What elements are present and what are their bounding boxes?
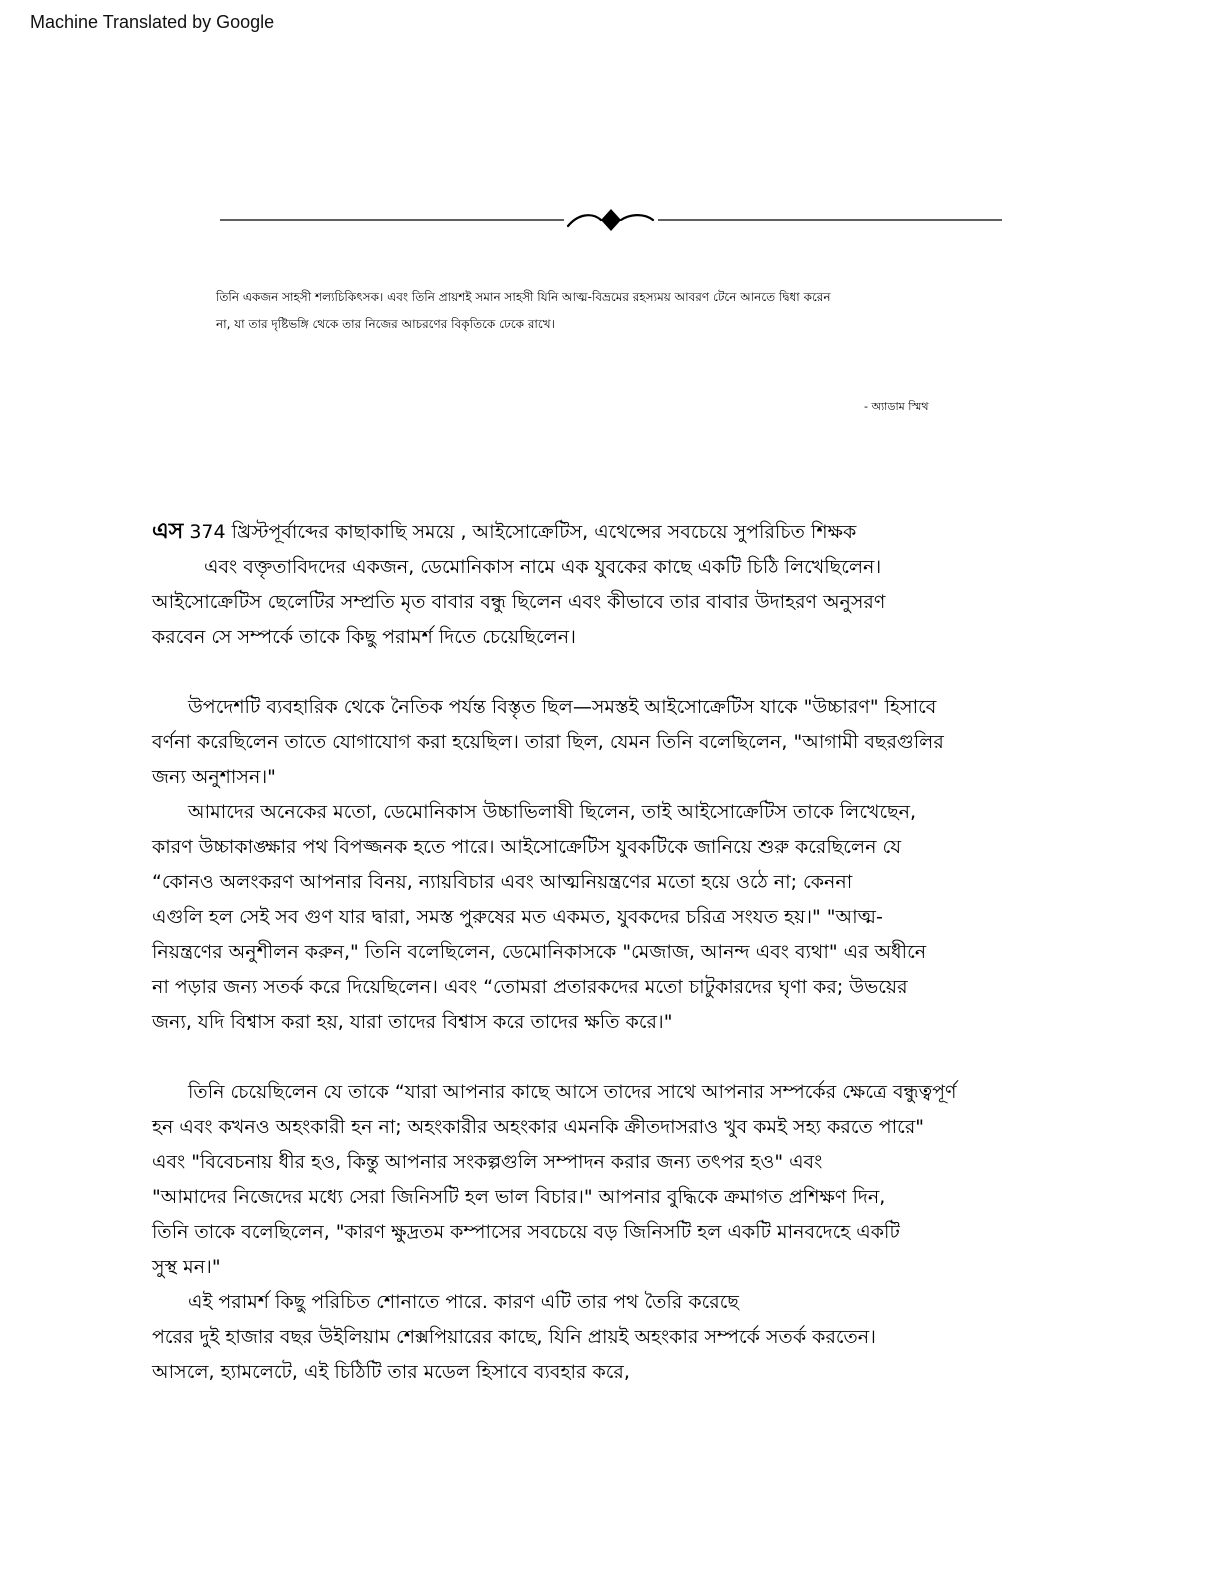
paragraph-line: করবেন সে সম্পর্কে তাকে কিছু পরামর্শ দিতে চেয়েছিলেন। <box>152 626 576 648</box>
paragraph-line: এবং বক্তৃতাবিদদের একজন, ডেমোনিকাস নামে এক যুবকের কাছে একটি চিঠি লিখেছিলেন। <box>204 556 882 578</box>
machine-translation-note: Machine Translated by Google <box>30 12 275 32</box>
paragraph-line: আসলে, হ্যামলেটে, এই চিঠিটি তার মডেল হিসাবে ব্যবহার করে, <box>152 1361 630 1383</box>
paragraph-line: এই পরামর্শ কিছু পরিচিত শোনাতে পারে. কারণ এটি তার পথ তৈরি করেছে <box>188 1291 739 1313</box>
paragraph-line <box>152 514 1052 550</box>
paragraph-line: আমাদের অনেকের মতো, ডেমোনিকাস উচ্চাভিলাষী ছিলেন, তাই আইসোক্রেটিস তাকে লিখেছেন, <box>188 801 916 823</box>
paragraph-line: তিনি তাকে বলেছিলেন, "কারণ ক্ষুদ্রতম কম্পাসের সবচেয়ে বড় জিনিসটি হল একটি মানবদেহে একটি <box>152 1221 900 1243</box>
diamond-ornament-icon <box>601 209 621 231</box>
ornamental-divider <box>220 200 1002 240</box>
paragraph-line: জন্য অনুশাসন।" <box>152 766 276 788</box>
paragraph-line: এগুলি হল সেই সব গুণ যার দ্বারা, সমস্ত পুরুষের মত একমত, যুবকদের চরিত্র সংযত হয়।" "আত্ম- <box>152 906 883 928</box>
paragraph-line: হন এবং কখনও অহংকারী হন না; অহংকারীর অহংকার এমনকি ক্রীতদাসরাও খুব কমই সহ্য করতে পারে" <box>152 1116 925 1138</box>
paragraph-line: এবং "বিবেচনায় ধীর হও, কিন্তু আপনার সংকল্পগুলি সম্পাদন করার জন্য তৎপর হও" এবং <box>152 1151 823 1173</box>
paragraph-line: তিনি চেয়েছিলেন যে তাকে “যারা আপনার কাছে আসে তাদের সাথে আপনার সম্পর্কের ক্ষেত্রে বন্ধুত্বপূর্ণ <box>188 1081 957 1103</box>
paragraph-line: কারণ উচ্চাকাঙ্ক্ষার পথ বিপজ্জনক হতে পারে। আইসোক্রেটিস যুবকটিকে জানিয়ে শুরু করেছিলেন যে <box>152 836 902 858</box>
paragraph-line: “কোনও অলংকরণ আপনার বিনয়, ন্যায়বিচার এবং আত্মনিয়ন্ত্রণের মতো হয়ে ওঠে না; কেননা <box>152 871 853 893</box>
drop-cap: এস <box>152 519 184 544</box>
paragraph-line: পরের দুই হাজার বছর উইলিয়াম শেক্সপিয়ারের কাছে, যিনি প্রায়ই অহংকার সম্পর্কে সতর্ক করতেন। <box>152 1326 876 1348</box>
paragraph-line: সুস্থ মন।" <box>152 1256 221 1278</box>
paragraph-line: উপদেশটি ব্যবহারিক থেকে নৈতিক পর্যন্ত বিস্তৃত ছিল—সমস্তই আইসোক্রেটিস যাকে "উচ্চারণ" হিসাবে <box>188 696 937 718</box>
chapter-body <box>152 514 1052 1390</box>
paragraph-line: জন্য, যদি বিশ্বাস করা হয়, যারা তাদের বিশ্বাস করে তাদের ক্ষতি করে।" <box>152 1011 673 1033</box>
paragraph-line: "আমাদের নিজেদের মধ্যে সেরা জিনিসটি হল ভাল বিচার।" আপনার বুদ্ধিকে ক্রমাগত প্রশিক্ষণ দিন, <box>152 1186 886 1208</box>
paragraph-line: নিয়ন্ত্রণের অনুশীলন করুন," তিনি বলেছিলেন, ডেমোনিকাসকে "মেজাজ, আনন্দ এবং ব্যথা" এর অধীনে <box>152 941 927 963</box>
paragraph-line: বর্ণনা করেছিলেন তাতে যোগাযোগ করা হয়েছিল। তারা ছিল, যেমন তিনি বলেছিলেন, "আগামী বছরগুলির <box>152 731 944 753</box>
paragraph-line-text: 374 খ্রিস্টপূর্বাব্দের কাছাকাছি সময়ে , আইসোক্রেটিস, এথেন্সের সবচেয়ে সুপরিচিত শিক্ষক <box>183 521 857 543</box>
epigraph-attribution: - অ্যাডাম স্মিথ <box>864 400 929 413</box>
epigraph-quote <box>216 284 956 338</box>
epigraph-line: তিনি একজন সাহসী শল্যচিকিৎসক। এবং তিনি প্রায়শই সমান সাহসী যিনি আত্ম-বিভ্রমের রহস্যময় আবরণ টেনে আনতে দ্বিধা করেন <box>216 290 831 304</box>
paragraph-line: আইসোক্রেটিস ছেলেটির সম্প্রতি মৃত বাবার বন্ধু ছিলেন এবং কীভাবে তার বাবার উদাহরণ অনুসরণ <box>152 591 886 613</box>
paragraph-line: না পড়ার জন্য সতর্ক করে দিয়েছিলেন। এবং “তোমরা প্রতারকদের মতো চাটুকারদের ঘৃণা কর; উভয়ের <box>152 976 908 998</box>
epigraph-line: না, যা তার দৃষ্টিভঙ্গি থেকে তার নিজের আচরণের বিকৃতিকে ঢেকে রাখে। <box>216 317 555 331</box>
